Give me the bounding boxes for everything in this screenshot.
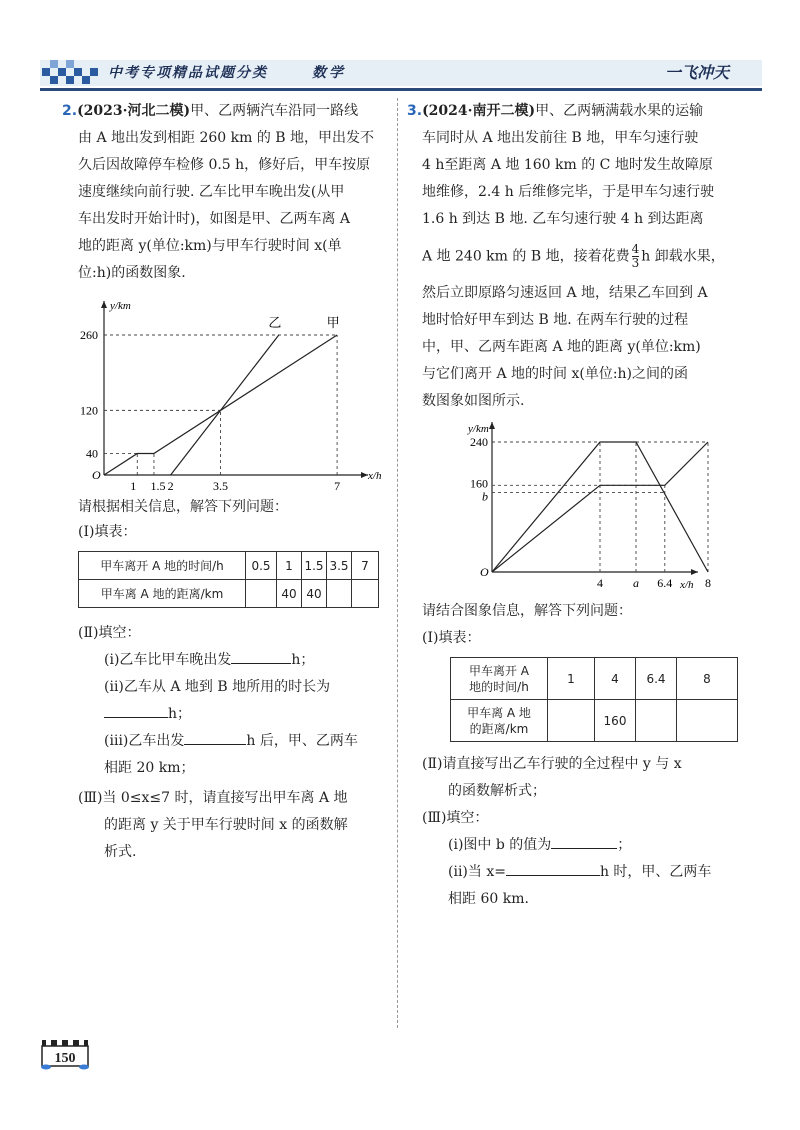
q3-part3-label: (Ⅲ)填空： <box>422 810 489 826</box>
y-axis-label: y/km <box>468 423 489 435</box>
q3-part3-i <box>448 834 631 854</box>
q2-part2-i-unit: h； <box>291 652 315 668</box>
table-cell: 3.5 <box>327 552 352 580</box>
x-tick-label: 6.4 <box>657 576 673 590</box>
table-answer-cell[interactable] <box>636 700 677 742</box>
series-line <box>171 335 279 475</box>
q3-part3-i-end: ； <box>617 837 632 853</box>
table-header-cell <box>451 700 548 742</box>
q2-part3: 的距离 y 关于甲车行驶时间 x 的函数解 <box>104 817 348 833</box>
x-tick-label: 1 <box>130 479 137 493</box>
q2-first-line <box>62 100 358 120</box>
fraction-denominator: 3 <box>631 256 640 270</box>
q3-source: (2024·南开二模) <box>422 103 536 119</box>
x-axis-arrow <box>361 472 368 478</box>
q2-part2-iii-text: h 后，甲、乙两车 <box>246 733 358 749</box>
q3-line: 地维修，2.4 h 后维修完毕，于是甲车匀速行驶 <box>422 184 715 200</box>
q3-line: A 地 240 km 的 B 地，接着花费 <box>422 248 630 265</box>
x-tick-label: 1.5 <box>150 479 166 493</box>
table-header-cell <box>451 658 548 700</box>
q2-line: 甲、乙两辆汽车沿同一路线 <box>190 103 359 119</box>
table-row <box>451 658 738 700</box>
x-tick-label: 8 <box>705 576 711 590</box>
answer-blank[interactable] <box>184 730 246 745</box>
q3-line: 甲、乙两辆满载水果的运输 <box>535 103 704 119</box>
q3-table <box>450 657 738 742</box>
answer-blank[interactable] <box>231 649 291 664</box>
fraction <box>632 243 640 270</box>
q3-line: 然后立即原路匀速返回 A 地，结果乙车回到 A <box>422 285 708 301</box>
y-axis-label: y/km <box>110 300 131 312</box>
q3-line-with-fraction <box>422 243 725 270</box>
table-cell: 1 <box>548 658 595 700</box>
table-cell: 0.5 <box>246 552 277 580</box>
table-cell: 40 <box>302 580 327 608</box>
q2-line: 车出发时开始计时)，如图是甲、乙两车离 A <box>78 211 351 227</box>
header-rule <box>40 88 762 91</box>
q2-part2-iii-end: 相距 20 km； <box>104 760 195 776</box>
table-cell: 4 <box>595 658 636 700</box>
table-header-text: 甲车离 A 地 <box>467 705 531 720</box>
x-tick-label: 3.5 <box>213 479 229 493</box>
y-tick-label: 120 <box>80 403 98 418</box>
table-header-text: 的距离/km <box>469 721 529 736</box>
table-cell: 1.5 <box>302 552 327 580</box>
q3-line: 1.6 h 到达 B 地. 乙车匀速行驶 4 h 到达距离 <box>422 211 704 227</box>
y-axis-arrow <box>101 301 107 308</box>
q3-part3-ii-text: (ⅱ)当 x= <box>448 864 506 880</box>
series-label: 乙 <box>268 314 282 330</box>
q3-part3-ii-text: h 时，甲、乙两车 <box>599 864 712 880</box>
y-tick-label: 40 <box>86 446 98 461</box>
series-label: 甲 <box>326 314 340 330</box>
q3-graph <box>448 416 710 594</box>
table-cell: 160 <box>595 700 636 742</box>
q3-number: 3. <box>407 103 423 119</box>
x-tick-label: 4 <box>597 576 603 590</box>
q2-part2-ii-unit: h； <box>168 706 192 722</box>
table-answer-cell[interactable] <box>327 580 352 608</box>
header-title: 中考专项精品试题分类 <box>108 65 268 81</box>
table-answer-cell[interactable] <box>352 580 379 608</box>
x-axis-label: x/h <box>368 470 382 482</box>
y-tick-label: 240 <box>470 434 488 449</box>
page-number: 150 <box>54 1051 76 1066</box>
answer-blank[interactable] <box>104 703 168 718</box>
q3-line: 数图象如图所示. <box>422 393 525 409</box>
table-header-cell: 甲车离开 A 地的时间/h <box>79 552 246 580</box>
q2-part2-label: (Ⅱ)填空： <box>78 625 141 641</box>
checker-logo-icon <box>42 58 104 88</box>
x-axis-arrow <box>691 569 698 575</box>
q3-part3-ii-end: 相距 60 km. <box>448 891 529 907</box>
table-row <box>79 552 379 580</box>
table-cell: 40 <box>277 580 302 608</box>
q3-part1-label: (Ⅰ)填表： <box>422 630 481 646</box>
y-tick-label: 260 <box>80 327 98 342</box>
header-subject: 数学 <box>312 65 346 81</box>
q2-line: 由 A 地出发到相距 260 km 的 B 地，甲出发不 <box>78 130 375 146</box>
q2-part2-i <box>104 649 314 669</box>
x-axis-label: x/h <box>680 579 694 591</box>
table-row <box>451 700 738 742</box>
y-tick-label: 160 <box>470 476 488 491</box>
q3-part3-ii <box>448 861 711 881</box>
q2-part2-ii-blank-line <box>104 703 191 723</box>
table-header-text: 甲车离开 A <box>468 663 530 678</box>
table-row <box>79 580 379 608</box>
table-header-text: 地的时间/h <box>469 679 529 694</box>
table-answer-cell[interactable] <box>246 580 277 608</box>
q3-first-line <box>407 100 703 120</box>
q2-table <box>78 551 379 608</box>
q2-part2-ii: (ⅱ)乙车从 A 地到 B 地所用的时长为 <box>104 679 331 695</box>
q3-prompt: 请结合图象信息，解答下列问题： <box>422 603 632 619</box>
table-cell: 6.4 <box>636 658 677 700</box>
q2-source: (2023·河北二模) <box>77 103 191 119</box>
q3-part2: (Ⅱ)请直接写出乙车行驶的全过程中 y 与 x <box>422 756 682 772</box>
q3-part2: 的函数解析式； <box>448 783 546 799</box>
origin-label: O <box>480 565 489 579</box>
table-cell: 1 <box>277 552 302 580</box>
table-answer-cell[interactable] <box>677 700 738 742</box>
table-answer-cell[interactable] <box>548 700 595 742</box>
q2-graph <box>78 293 382 493</box>
answer-blank[interactable] <box>506 861 600 876</box>
fraction-numerator: 4 <box>631 242 640 256</box>
q2-line: 位:h)的函数图象. <box>78 265 186 281</box>
x-tick-label: 2 <box>167 479 174 493</box>
brand-logo: 一飞冲天 <box>665 63 730 82</box>
q3-line: 4 h至距离 A 地 160 km 的 C 地时发生故障原 <box>422 157 713 173</box>
answer-blank[interactable] <box>551 834 617 849</box>
q3-line: 中，甲、乙两车距离 A 地的距离 y(单位:km) <box>422 339 701 355</box>
q2-prompt: 请根据相关信息，解答下列问题： <box>78 499 288 515</box>
q2-number: 2. <box>62 103 78 119</box>
q3-part3-i-text: (ⅰ)图中 b 的值为 <box>448 837 552 853</box>
q3-line: 地时恰好甲车到达 B 地. 在两车行驶的过程 <box>422 312 689 328</box>
y-tick-label: b <box>482 489 488 504</box>
x-tick-label: a <box>632 576 639 590</box>
q2-part3: 析式. <box>104 844 137 860</box>
q2-part2-iii-text: (ⅲ)乙车出发 <box>104 733 185 749</box>
q2-line: 速度继续向前行驶. 乙车比甲车晚出发(从甲 <box>78 184 345 200</box>
x-tick-label: 7 <box>334 479 341 493</box>
page-number-badge <box>40 1040 92 1070</box>
table-cell: 7 <box>352 552 379 580</box>
q3-line: h 卸载水果， <box>641 248 725 265</box>
origin-label: O <box>92 468 101 482</box>
column-divider <box>397 98 398 1028</box>
table-header-cell: 甲车离 A 地的距离/km <box>79 580 246 608</box>
q3-line: 与它们离开 A 地的时间 x(单位:h)之间的函 <box>422 366 689 382</box>
y-axis-arrow <box>489 422 495 429</box>
table-cell: 8 <box>677 658 738 700</box>
q2-part3: (Ⅲ)当 0≤x≤7 时，请直接写出甲车离 A 地 <box>78 790 348 806</box>
q2-part1-label: (Ⅰ)填表： <box>78 524 137 540</box>
q2-line: 久后因故障停车检修 0.5 h，修好后，甲车按原 <box>78 157 371 173</box>
q2-part2-i-text: (ⅰ)乙车比甲车晚出发 <box>104 652 232 668</box>
q3-line: 车同时从 A 地出发前往 B 地，甲车匀速行驶 <box>422 130 699 146</box>
q2-part2-iii <box>104 730 358 750</box>
q2-line: 地的距离 y(单位:km)与甲车行驶时间 x(单 <box>78 238 342 254</box>
